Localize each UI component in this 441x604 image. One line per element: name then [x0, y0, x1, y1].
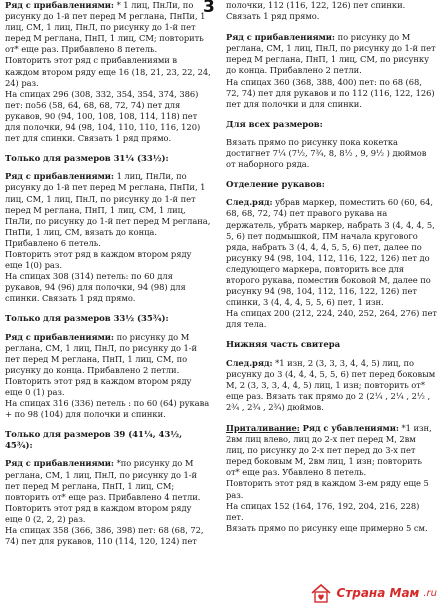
increase-row-lead: Ряд с прибавлениями:: [5, 171, 114, 182]
stitch-count: На спицах 316 (336) петель : по 60 (64) рукава + по 98 (104) для полочки и спинки.: [5, 398, 210, 420]
increase-row-body: по рисунку до М реглана, СМ, 1 лиц, ПнЛ, по рисунку до 1-й пет перед М реглана, ПнП, 1 лиц, СМ, по рисунку до конца. Прибавлено 2 петли.: [226, 32, 436, 76]
increase-row-paragraph: [5, 332, 211, 376]
watermark: [310, 583, 437, 603]
next-row-paragraph: [226, 197, 437, 308]
repeat-note: Повторить этот ряд в каждом втором ряду еще 0 (2, 2, 2) раз.: [5, 502, 192, 524]
increase-row-body: *по рисунку до М реглана, СМ, 1 лиц, ПнЛ, по рисунку до 1-й пет перед М реглана, ПнП, 1 лиц, СМ; повторить от* еще раз. Прибавлено 4 петли.: [5, 458, 201, 502]
decrease-row-lead: Ряд с убавлениями:: [299, 423, 399, 433]
left-column: [5, 0, 211, 547]
repeat-note: Повторить этот ряд в каждом втором ряду еще 1(0) раз.: [5, 248, 192, 271]
section-heading-size-31: Только для размеров 31¼ (33½):: [5, 154, 169, 165]
watermark-domain: .ru: [423, 587, 437, 599]
continued-text: полочки, 112 (116, 122, 126) пет спинки. Связать 1 ряд прямо.: [226, 0, 406, 22]
stitch-count: На спицах 358 (366, 386, 398) пет: 68 (68, 72, 74) пет для рукавов, 110 (114, 120, 124) пет: [5, 525, 204, 547]
increase-row-lead: Ряд с прибавлениями:: [5, 458, 114, 469]
section-heading-size-39: Только для размеров 39 (41¼, 43½, 45¾):: [5, 430, 182, 452]
increase-row-paragraph: [5, 458, 211, 502]
stitch-count: На спицах 200 (212, 224, 240, 252, 264, 276) пет для тела.: [226, 308, 437, 330]
stitch-count: На спицах 308 (314) петель: по 60 для рукавов, 94 (96) для полочки, 94 (98) для спинки. Связать 1 ряд прямо.: [5, 271, 186, 304]
section-heading-sleeves: Отделение рукавов:: [226, 180, 325, 191]
next-row-lead: След.ряд:: [226, 357, 273, 368]
work-straight-note: Вязать прямо по рисунку еще примерно 5 см.: [226, 522, 428, 533]
section-heading-size-33: Только для размеров 33½ (35¾):: [5, 314, 169, 325]
increase-row-lead: Ряд с прибавлениями:: [226, 32, 335, 43]
next-row-lead: След.ряд:: [226, 197, 273, 208]
increase-row-body: 1 лиц, ПнЛи, по рисунку до 1-й пет перед М реглана, ПнПи, 1 лиц, СМ, 1 лиц, ПнЛ, по рисунку до 1-й пет перед М реглана, ПнП, 1 лиц, СМ, 1 лиц, ПнЛи, по рисунку до 1-й пет перед М реглана, ПнПи, 1 лиц, СМ, вязать до конца. Прибавлено 6 петель.: [5, 171, 211, 248]
right-column: [226, 0, 437, 534]
work-straight-note: Вязать прямо по рисунку пока кокетка достигнет 7¼ (7½, 7¾, 8, 8½ , 9, 9½ ) дюймов от наборного ряда.: [226, 136, 427, 170]
increase-row-paragraph: [5, 171, 211, 249]
waist-shaping-lead: Приталивание:: [226, 423, 300, 433]
waist-shaping-paragraph: [226, 423, 437, 478]
increase-row-paragraph: [5, 0, 211, 55]
stitch-count: На спицах 360 (368, 388, 400) пет: по 68 (68, 72, 74) пет для рукавов и по 112 (116, 122, 126) пет для полочки и для спинки.: [226, 76, 435, 109]
decrease-row-body: *1 изн, 2вм лиц влево, лиц до 2-х пет перед М, 2вм лиц, по рисунку до 2-х пет перед до 3-х пет перед боковым М, 2вм лиц, 1 изн; повторить от* еще раз. Убавлено 8 петель.: [226, 423, 432, 478]
increase-row-lead: Ряд с прибавлениями:: [5, 0, 114, 10]
page-number: 3: [203, 0, 215, 17]
stitch-count: На спицах 296 (308, 332, 354, 354, 374, 386) пет: по56 (58, 64, 68, 68, 72, 74) пет для рукавов, 90 (94, 100, 108, 108, 114, 118) пет для полочки, 94 (98, 104, 110, 110, 116, 120) пет для спинки. Связать 1 ряд прямо.: [5, 88, 201, 144]
next-row-body: *1 изн, 2 (3, 3, 3, 4, 4, 5) лиц, по рисунку до 3 (4, 4, 4, 5, 5, 6) пет перед боковым М, 2 (3, 3, 3, 4, 4, 5) лиц, 1 изн; повторить от* еще раз. Вязать так прямо до 2 (2¼ , 2¼ , 2½ , 2¾ , 2¾ , 2¾) дюймов.: [226, 357, 436, 412]
house-hearts-logo-icon: [310, 583, 332, 603]
increase-row-body: по рисунку до М реглана, СМ, 1 лиц, ПнЛ, по рисунку до 1-й пет перед М реглана, ПнП, 1 лиц, СМ, по рисунку до конца. Прибавлено 2 петли.: [5, 331, 198, 375]
watermark-name: Страна Мам: [336, 586, 420, 600]
increase-row-paragraph: [226, 32, 437, 76]
increase-row-lead: Ряд с прибавлениями:: [5, 331, 114, 342]
repeat-note: Повторить этот ряд в каждом 3-ем ряду еще 5 раз.: [226, 478, 429, 500]
section-heading-body: Нижняя часть свитера: [226, 340, 341, 351]
next-row-paragraph: [226, 358, 437, 413]
stitch-count: На спицах 152 (164, 176, 192, 204, 216, 228) пет.: [226, 500, 420, 522]
repeat-note: Повторить этот ряд в каждом втором ряду еще 0 (1) раз.: [5, 375, 192, 397]
repeat-note: Повторить этот ряд с прибавлениями в каждом втором ряду еще 16 (18, 21, 23, 22, 24, 24) раз.: [5, 55, 211, 88]
increase-row-body: * 1 лиц, ПнЛи, по рисунку до 1-й пет перед М реглана, ПнПи, 1 лиц, СМ, 1 лиц, ПнЛ, по рисунку до 1-й пет перед М реглана, ПнП, 1 лиц, СМ; повторить от* еще раз. Прибавлено 8 петель.: [5, 0, 206, 55]
next-row-body: убрав маркер, поместить 60 (60, 64, 68, 68, 72, 74) пет правого рукава на держатель, убрать маркер, набрать 3 (4, 4, 4, 5, 5, 6) пет подмышкой, ПМ начала кругового ряда, набрать 3 (4, 4, 4, 5, 5, 6) пет, далее по рисунку 94 (98, 104, 112, 116, 122, 126) пет до следующего маркера, повторить все для второго рукава, поместив боковой М, далее по рисунку 94 (98, 104, 112, 116, 122, 126) пет спинки, 3 (4, 4, 4, 5, 5, 6) пет, 1 изн.: [226, 197, 435, 308]
section-heading-all-sizes: Для всех размеров:: [226, 119, 323, 130]
